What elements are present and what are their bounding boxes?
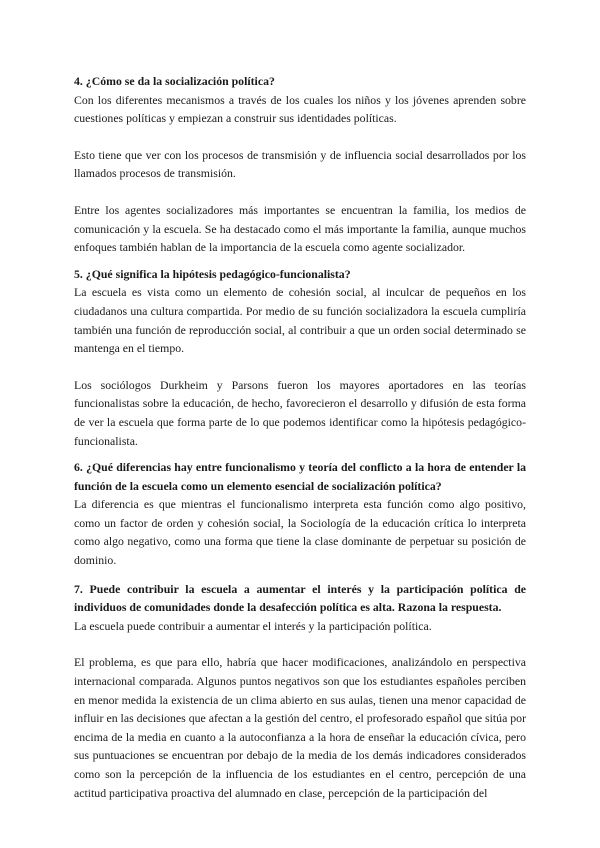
- section-5: [74, 265, 526, 450]
- section-7: [74, 580, 526, 803]
- paragraph: Entre los agentes socializadores más importantes se encuentran la familia, los medios de comunicación y la escuela. Se ha destacado como el más importante la familia, aunque muchos enfoques también hablan de la importancia de la escuela como agente socializador.: [74, 202, 526, 255]
- paragraph: Esto tiene que ver con los procesos de transmisión y de influencia social desarrollados por los llamados procesos de transmisión.: [74, 147, 526, 181]
- paragraph: La diferencia es que mientras el funcionalismo interpreta esta función como algo positivo, como un factor de orden y cohesión social, la Sociología de la educación crítica lo interpreta como algo negativo, como una forma que tiene la clase dominante de perpetuar su posición de dominio.: [74, 497, 526, 568]
- document-page: [74, 72, 526, 810]
- section-heading: 4. ¿Cómo se da la socialización política?: [74, 74, 275, 88]
- paragraph: Los sociólogos Durkheim y Parsons fueron los mayores aportadores en las teorías funcionalistas sobre la educación, de hecho, favorecieron el desarrollo y difusión de esta forma de ver la escuela que forma parte de lo que podemos identificar como la hipótesis pedagógico-funcionalista.: [74, 377, 526, 448]
- section-6: [74, 458, 526, 570]
- section-heading: 7. Puede contribuir la escuela a aumentar el interés y la participación política de individuos de comunidades donde la desafección política es alta. Razona la respuesta.: [74, 581, 526, 615]
- section-heading: 6. ¿Qué diferencias hay entre funcionalismo y teoría del conflicto a la hora de entender la función de la escuela como un elemento esencial de socialización política?: [74, 460, 526, 493]
- section-4: [74, 72, 526, 257]
- paragraph: La escuela es vista como un elemento de cohesión social, al inculcar de pequeños en los ciudadanos una cultura compartida. Por medio de su función socializadora la escuela cumpliría también una función de reproducción social, al contribuir a que un orden social determinado se mantenga en el tiempo.: [74, 285, 526, 356]
- paragraph: La escuela puede contribuir a aumentar el interés y la participación política.: [74, 618, 432, 633]
- paragraph: Con los diferentes mecanismos a través de los cuales los niños y los jóvenes aprenden sobre cuestiones políticas y empiezan a construir sus identidades políticas.: [74, 92, 526, 126]
- section-heading: 5. ¿Qué significa la hipótesis pedagógico-funcionalista?: [74, 266, 351, 281]
- paragraph: El problema, es que para ello, habría que hacer modificaciones, analizándolo en perspectiva internacional comparada. Algunos puntos negativos son que los estudiantes españoles perciben en menor medida la existencia de un clima abierto en sus aulas, tienen una menor capacidad de influir en las decisiones que afectan a la gestión del centro, el profesorado español que sitúa por encima de la media en cuanto a la autoconfianza a la hora de enseñar la educación cívica, pero sus puntuaciones se encuentran por debajo de la media de los demás indicadores considerados como son la percepción de la influencia de los estudiantes en el centro, percepción de una actitud participativa proactiva del alumnado en clase, percepción de la participación del: [74, 655, 526, 800]
